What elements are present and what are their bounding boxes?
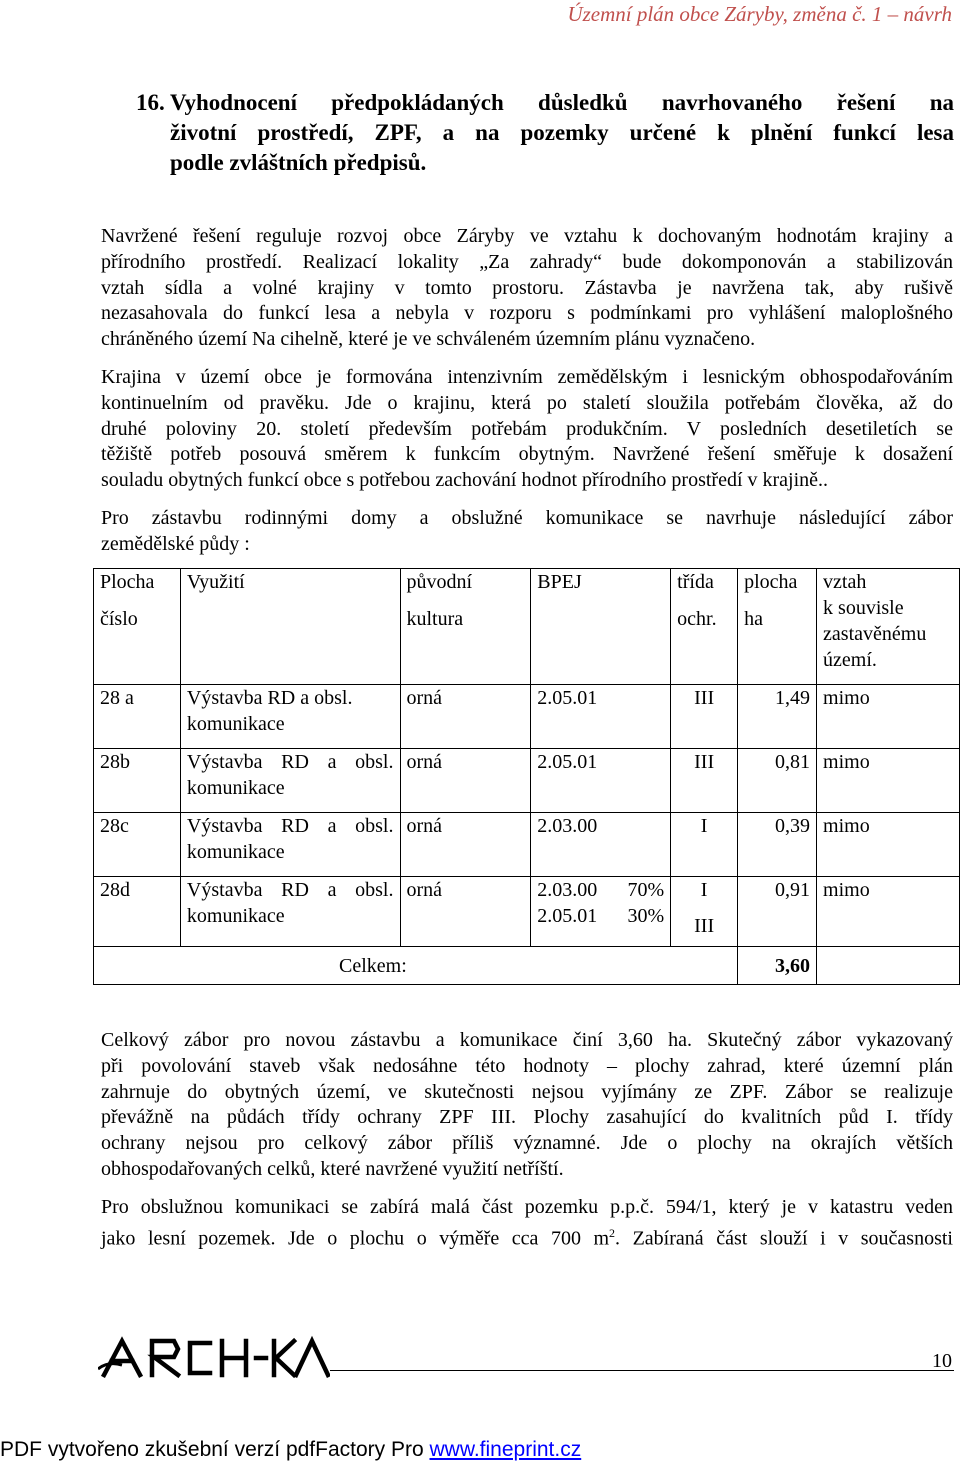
- cell-bpej: 2.03.00: [531, 813, 671, 877]
- cell-ha: 0,81: [738, 749, 817, 813]
- header-plocha: Plocha číslo: [94, 569, 181, 685]
- text-line: převážně na půdách třídy ochrany ZPF III. Plochy zasahující do kvalitních půd I. třídy: [101, 1106, 953, 1129]
- land-take-table: [93, 568, 960, 985]
- cell-id: 28 a: [94, 685, 181, 749]
- text-line: Pro obslužnou komunikaci se zabírá malá část pozemku p.p.č. 594/1, který je v katastru veden: [101, 1196, 953, 1218]
- archka-logo: [98, 1335, 330, 1379]
- heading-line: podle zvláštních předpisů.: [170, 150, 427, 175]
- running-header: Územní plán obce Záryby, změna č. 1 – návrh: [567, 2, 952, 26]
- text-line: chráněného území Na cihelně, které je ve schváleném územním plánu vyznačeno.: [101, 328, 756, 351]
- cell-vztah: mimo: [817, 813, 960, 877]
- header-vyuziti: Využití: [180, 569, 400, 685]
- cell-bpej: 2.05.01: [531, 749, 671, 813]
- text-line: druhé poloviny 20. století především potřebám produkčním. V posledních desetiletích se: [101, 417, 953, 440]
- text-line: Krajina v území obce je formována intenzivním zemědělským i lesnickým obhospodařováním: [101, 366, 953, 388]
- cell-kultura: orná: [400, 685, 531, 749]
- text-line: vztah sídla a volné krajiny v tomto prostoru. Zástavba je navržena tak, aby rušivě: [101, 276, 953, 299]
- text-line: souladu obytných funkcí obce s potřebou zachování hodnot přírodního prostředí v krajině..: [101, 469, 829, 492]
- fineprint-link[interactable]: www.fineprint.cz: [429, 1438, 582, 1461]
- text-line: těžiště potřeb posouvá směrem k funkcím obytným. Navržené řešení směřuje k dosažení: [101, 443, 953, 466]
- heading-line: Vyhodnocení předpokládaných důsledků navrhovaného řešení na: [170, 90, 954, 115]
- cell-ha: 0,91: [738, 877, 817, 947]
- table-row: [94, 813, 960, 877]
- total-empty: [817, 947, 960, 985]
- table-total-row: [94, 947, 960, 985]
- cell-trida: I III: [671, 877, 738, 947]
- text-line: zahrnuje do obytných území, ve skutečnosti nejsou vyjímány ze ZPF. Zábor se realizuje: [101, 1080, 953, 1103]
- cell-bpej: 2.05.01: [531, 685, 671, 749]
- header-vztah: vztah k souvisle zastavěnému území.: [817, 569, 960, 685]
- cell-use: Výstavba RD a obsl. komunikace: [180, 877, 400, 947]
- text-line: při povolování staveb však nedosáhne této hodnoty – plochy zahrad, které územní plán: [101, 1054, 953, 1077]
- cell-kultura: orná: [400, 813, 531, 877]
- text-line: zemědělské půdy :: [101, 532, 250, 555]
- cell-use: Výstavba RD a obsl. komunikace: [180, 685, 400, 749]
- cell-id: 28d: [94, 877, 181, 947]
- paragraph-table-intro: [101, 506, 953, 558]
- text-line: jako lesní pozemek. Jde o plochu o výměře cca 700 $m^2$. Zabíraná část slouží i v současnosti: [101, 1225, 953, 1250]
- paragraph-forest: [101, 1195, 953, 1252]
- paragraph-landscape: [101, 365, 953, 494]
- text-line: přírodního prostředí. Realizací lokality „Za zahrady“ bude dokomponován a stabilizován: [101, 250, 953, 273]
- cell-use: Výstavba RD a obsl. komunikace: [180, 813, 400, 877]
- text-line: Celkový zábor pro novou zástavbu a komunikace činí 3,60 ha. Skutečný zábor vykazovaný: [101, 1029, 953, 1051]
- total-value: 3,60: [738, 947, 817, 985]
- cell-vztah: mimo: [817, 685, 960, 749]
- cell-vztah: mimo: [817, 877, 960, 947]
- cell-trida: III: [671, 749, 738, 813]
- page-number: 10: [932, 1350, 952, 1372]
- heading-line: životní prostředí, ZPF, a na pozemky určené k plnění funkcí lesa: [170, 120, 954, 145]
- section-number: 16.: [136, 90, 165, 115]
- cell-bpej: 2.03.00 70% 2.05.01 30%: [531, 877, 671, 947]
- paragraph-intro: [101, 224, 953, 353]
- header-vymera: plocha ha: [738, 569, 817, 685]
- text-line: Pro zástavbu rodinnými domy a obslužné komunikace se navrhuje následující zábor: [101, 507, 953, 529]
- cell-kultura: orná: [400, 877, 531, 947]
- text-line: kontinuelním od pravěku. Jde o krajinu, která po staletí sloužila potřebám člověka, až do: [101, 391, 953, 414]
- text-line: Navržené řešení reguluje rozvoj obce Záryby ve vztahu k dochovaným hodnotám krajiny a: [101, 225, 953, 247]
- table-header-row: [94, 569, 960, 685]
- cell-ha: 1,49: [738, 685, 817, 749]
- footer-rule: [330, 1370, 954, 1371]
- table-row: [94, 749, 960, 813]
- pdf-watermark: PDF vytvořeno zkušební verzí pdfFactory Pro www.fineprint.cz: [0, 1438, 582, 1461]
- text-line: obhospodařovaných celků, které navržené využití netříští.: [101, 1157, 564, 1180]
- cell-ha: 0,39: [738, 813, 817, 877]
- text-line: ochrany nejsou pro celkový zábor příliš významné. Jde o plochy na okrajích větších: [101, 1132, 953, 1155]
- cell-trida: I: [671, 813, 738, 877]
- table-row: [94, 685, 960, 749]
- cell-id: 28b: [94, 749, 181, 813]
- text-line: nezasahovala do funkcí lesa a nebyla v rozporu s podmínkami pro vyhlášení maloplošného: [101, 302, 953, 325]
- header-kultura: původní kultura: [400, 569, 531, 685]
- cell-id: 28c: [94, 813, 181, 877]
- header-trida: třída ochr.: [671, 569, 738, 685]
- paragraph-summary: [101, 1028, 953, 1183]
- header-bpej: BPEJ: [531, 569, 671, 685]
- total-label: Celkem:: [94, 947, 738, 985]
- cell-vztah: mimo: [817, 749, 960, 813]
- cell-trida: III: [671, 685, 738, 749]
- cell-use: Výstavba RD a obsl. komunikace: [180, 749, 400, 813]
- cell-kultura: orná: [400, 749, 531, 813]
- table-row: [94, 877, 960, 947]
- section-heading: [136, 88, 954, 178]
